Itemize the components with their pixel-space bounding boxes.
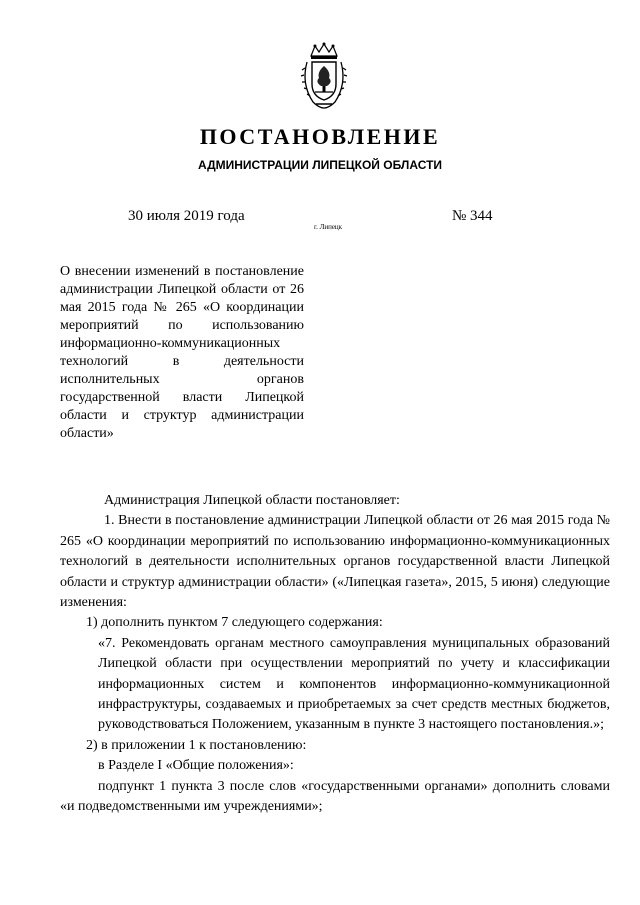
coat-of-arms-icon: [299, 42, 349, 110]
issuing-authority: АДМИНИСТРАЦИИ ЛИПЕЦКОЙ ОБЛАСТИ: [197, 158, 443, 172]
document-type-title: ПОСТАНОВЛЕНИЕ: [199, 124, 441, 149]
paragraph-1: 1. Внести в постановление администрации Липецкой области от 26 мая 2015 года № 265 «О координации мероприятий по использованию информационно-коммуникационных технологий в деятельности исполнительных органов государственной власти Липецкой области и структур администрации области» («Липецкая газета», 2015, 5 июня) следующие изменения:: [60, 513, 610, 611]
list-item-1: 1) дополнить пунктом 7 следующего содержания:: [86, 615, 383, 631]
document-body: [60, 491, 610, 818]
document-city: г. Липецк: [314, 223, 343, 231]
document-number: № 344: [452, 208, 493, 224]
document-date: 30 июля 2019 года: [128, 208, 245, 224]
subpoint-paragraph: подпункт 1 пункта 3 после слов «государственными органами» дополнить словами «и подведомственными им учреждениями»;: [60, 778, 610, 815]
preamble-paragraph: Администрация Липецкой области постановляет:: [104, 493, 400, 508]
section-reference: в Разделе I «Общие положения»:: [98, 758, 294, 774]
quoted-paragraph: «7. Рекомендовать органам местного самоуправления муниципальных образований Липецкой области при осуществлении мероприятий по учету и классификации информационных систем и компонентов информационно-коммуникационной инфраструктуры, создаваемых и приобретаемых за счет средств местных бюджетов, руководствоваться Положением, указанным в пункте 3 настоящего постановления.»;: [98, 635, 610, 733]
list-item-2: 2) в приложении 1 к постановлению:: [86, 737, 307, 753]
document-subject: О внесении изменений в постановление администрации Липецкой области от 26 мая 2015 года № 265 «О координации мероприятий по использованию информационно-коммуникационных технологий в деятельности исполнительных органов государственной власти Липецкой области и структур администрации области»: [60, 264, 304, 441]
